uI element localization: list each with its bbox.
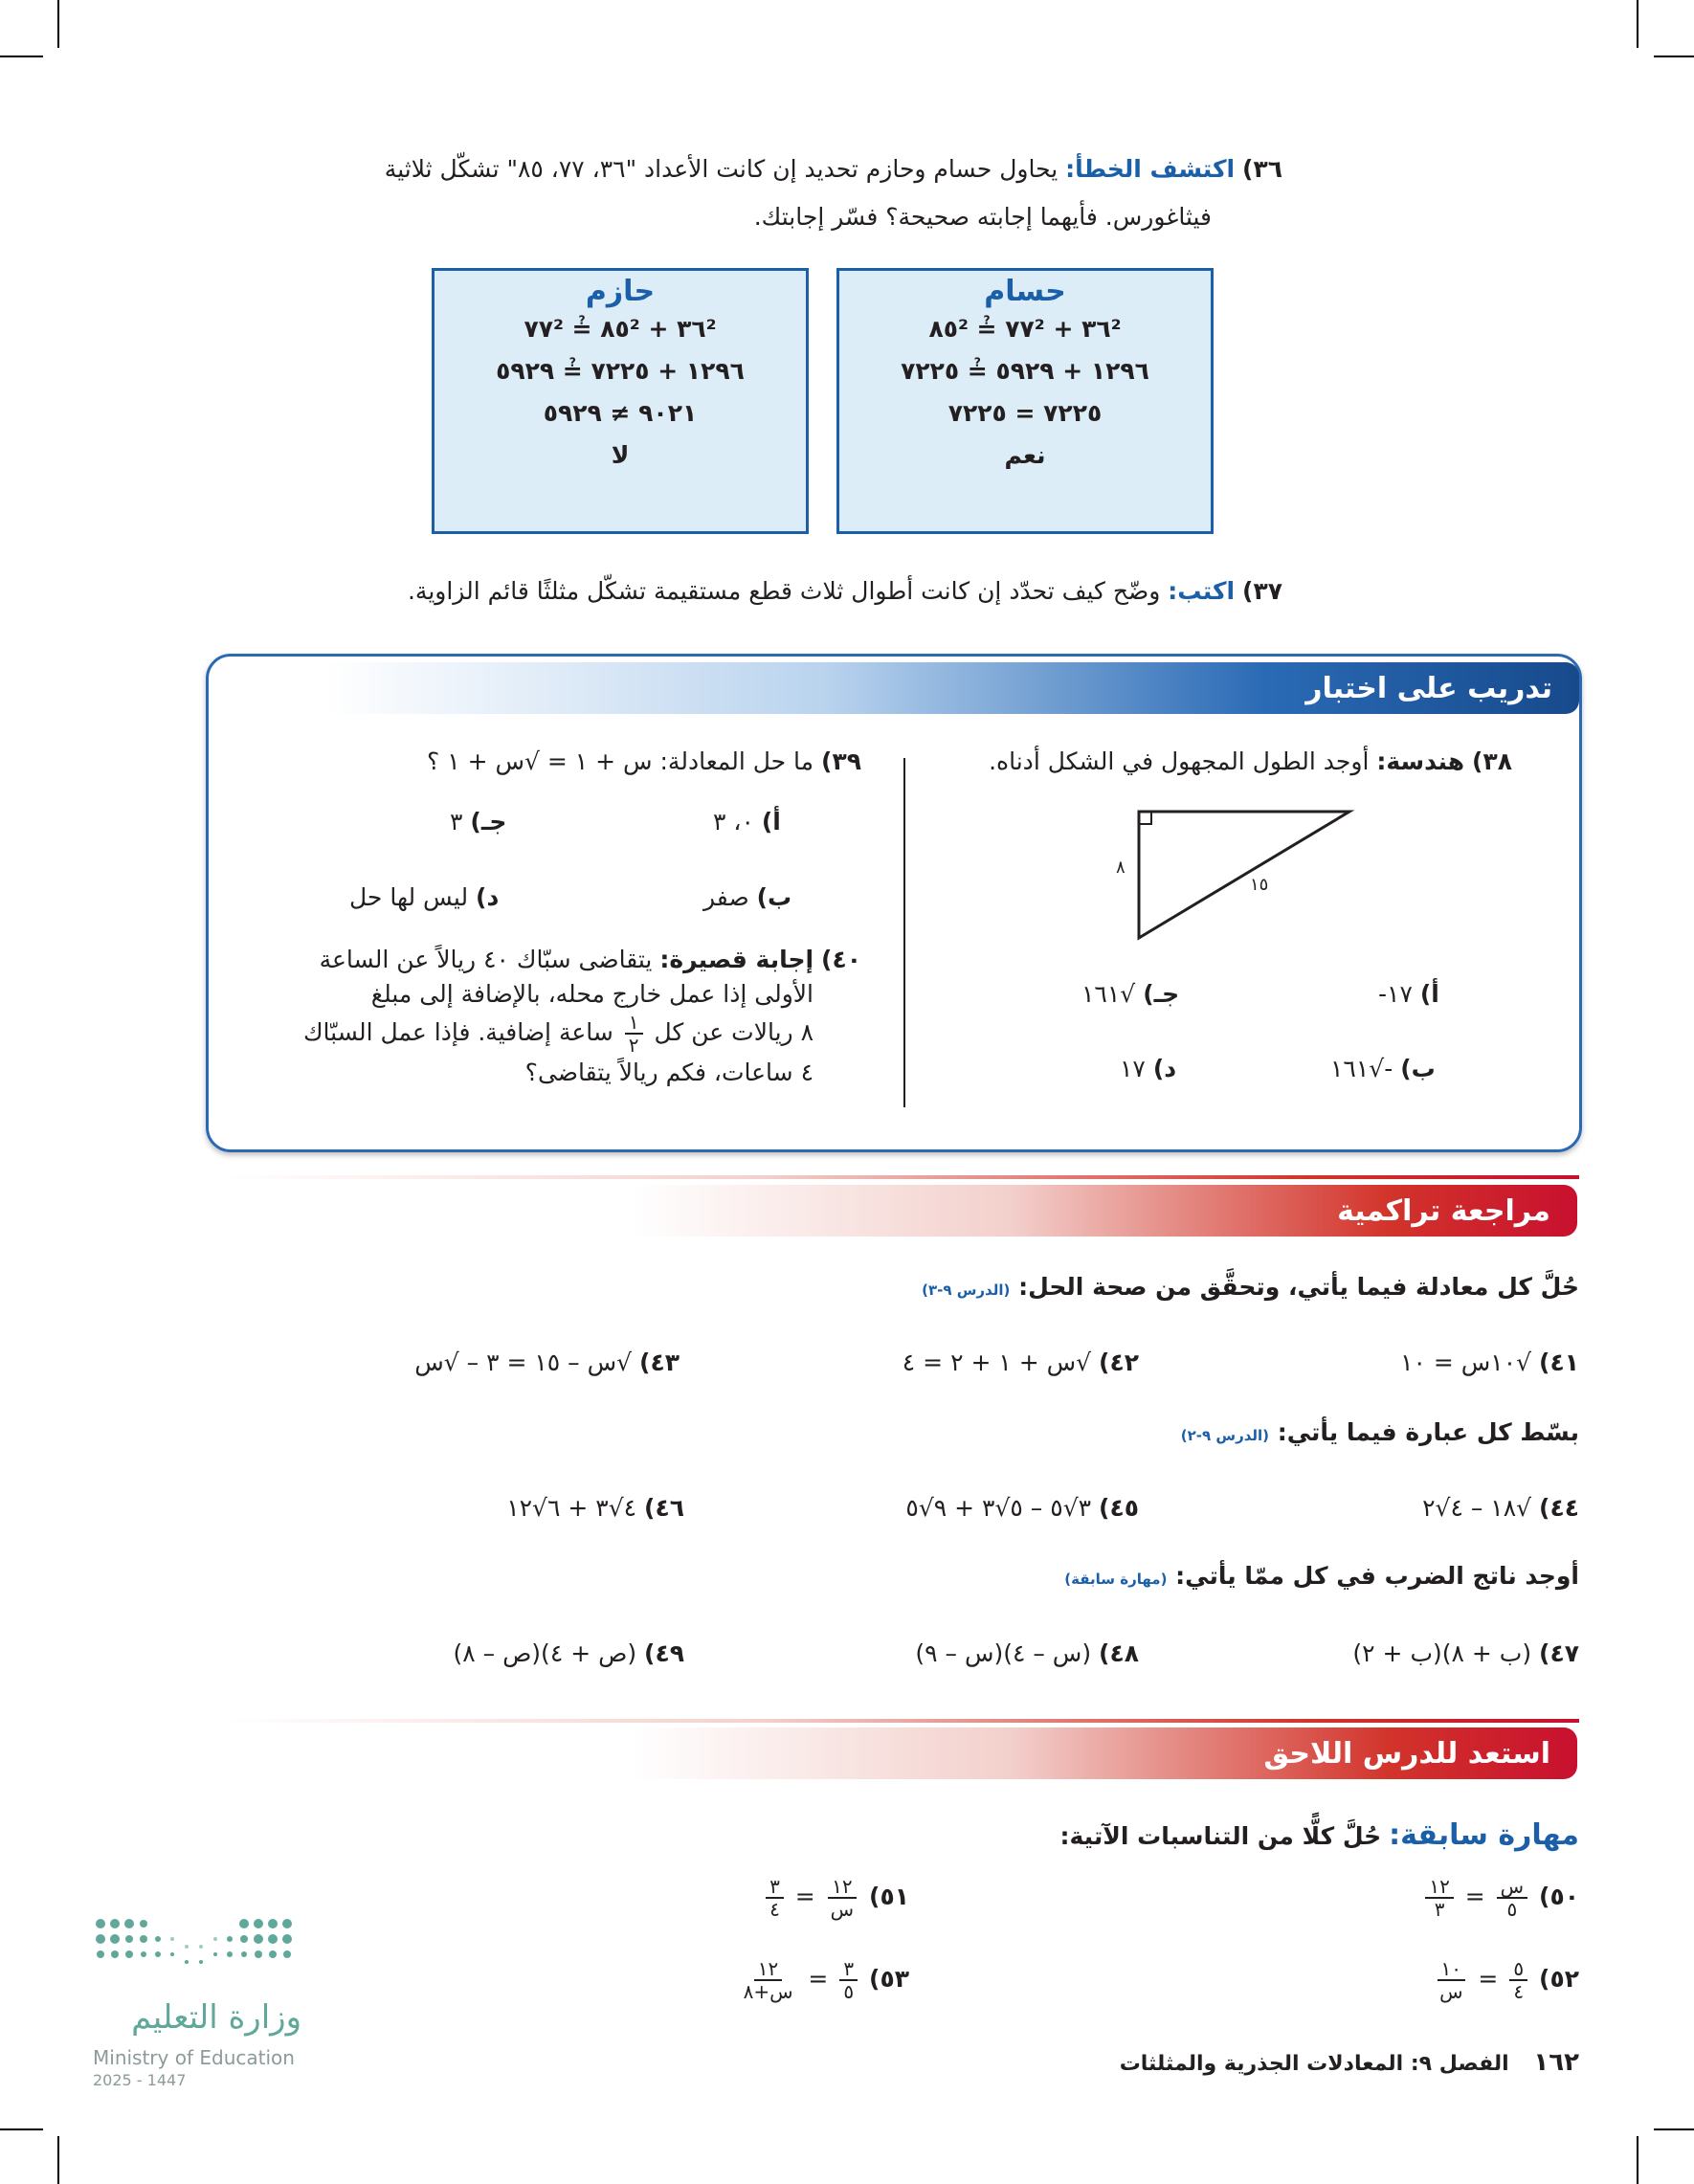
fraction — [1497, 1876, 1527, 1920]
fraction-numerator: ١٢ — [1425, 1876, 1453, 1899]
fraction — [1436, 1958, 1466, 2002]
fraction-numerator: ١٢ — [754, 1958, 782, 1981]
test-practice-header: تدريب على اختبار — [325, 662, 1579, 714]
fraction-denominator: س — [1439, 1980, 1463, 2003]
question-44 — [1282, 1487, 1579, 1529]
next-lesson-header: استعد للدرس اللاحق — [632, 1727, 1577, 1779]
fraction-denominator: ٢ — [628, 1034, 639, 1057]
crop-mark — [1654, 56, 1694, 57]
expression: (ب + ٨)(ب + ٢) — [1352, 1639, 1532, 1667]
solution-line: لا — [611, 441, 630, 469]
fraction-numerator: ٣ — [766, 1876, 784, 1899]
crop-mark — [0, 2128, 43, 2130]
question-52: ٥٢) $\frac{٥}{٤}$ = $\frac{١٠}{\text{س}}$ — [1340, 1958, 1579, 2002]
option-label: ب) — [1400, 1055, 1436, 1082]
question-53: ٥٣) $\frac{٣}{٥}$ = $\frac{١٢}{\text{س+٨}}$ — [670, 1958, 909, 2002]
question-number: ٤٦) — [644, 1494, 684, 1522]
question-number: ٤٧) — [1539, 1639, 1579, 1667]
fraction-numerator: ١٢ — [828, 1876, 856, 1899]
option-label: جـ) — [1143, 980, 1180, 1008]
fraction-numerator: ٣ — [839, 1958, 858, 1981]
question-45 — [823, 1487, 1139, 1529]
expression: √س + ١ + ٢ = ٤ — [902, 1348, 1092, 1376]
instruction-text: حُلَّ كل معادلة فيما يأتي، وتحقَّق من صحة الحل: — [1018, 1273, 1579, 1301]
question-50: ٥٠) $\frac{\text{س}}{٥}$ = $\frac{١٢}{٣}$ — [1340, 1876, 1579, 1920]
crop-mark — [1637, 0, 1638, 48]
page-footer — [861, 2048, 1579, 2077]
question-number: ٤٢) — [1099, 1348, 1139, 1376]
fraction — [625, 1012, 643, 1056]
chapter-label: الفصل ٩: — [1410, 2052, 1509, 2076]
expression: √١٠س = ١٠ — [1400, 1348, 1532, 1376]
question-number: ٣٧) — [1242, 577, 1282, 605]
fraction — [1509, 1958, 1527, 2002]
triangle — [1139, 812, 1349, 938]
question-number: ٤٤) — [1539, 1494, 1579, 1522]
solution-line: ١٢٩٦ + ٥٩٢٩ ≟ ٧٢٢٥ — [901, 357, 1149, 385]
fraction-denominator: س — [830, 1898, 855, 1921]
question-text: ساعة إضافية. فإذا عمل السبّاك — [302, 1018, 613, 1046]
question-text: يحاول حسام وحازم تحديد إن كانت الأعداد "٣٦، ٧٧، ٨٥" تشكّل ثلاثية — [384, 155, 1059, 183]
question-number: ٥٢) — [1539, 1965, 1579, 1993]
next-lesson-instruction — [861, 1818, 1579, 1852]
question-number: ٤٨) — [1099, 1639, 1139, 1667]
question-number: ٥٠) — [1539, 1883, 1579, 1910]
crop-mark — [0, 56, 43, 57]
fraction — [766, 1876, 784, 1920]
question-43 — [373, 1342, 680, 1384]
lesson-tag: (الدرس ٩-٣) — [922, 1281, 1011, 1299]
option-label: أ) — [1419, 980, 1439, 1008]
question-line: الأولى إذا عمل خارج محله، بالإضافة إلى مبلغ — [370, 980, 814, 1008]
question-48 — [861, 1633, 1139, 1675]
right-triangle-figure — [1120, 802, 1369, 946]
instruction-text: أوجد ناتج الضرب في كل ممّا يأتي: — [1175, 1562, 1579, 1590]
expression: (ص + ٤)(ص – ٨) — [453, 1639, 637, 1667]
option-value: ١٧- — [1378, 980, 1413, 1008]
option-c[interactable] — [450, 808, 506, 836]
option-value: ١٧ — [1120, 1055, 1146, 1082]
solution-title: حسام — [984, 275, 1066, 308]
question-49 — [402, 1633, 684, 1675]
question-number: ٣٩) — [821, 747, 861, 775]
question-text: أوجد الطول المجهول في الشكل أدناه. — [989, 747, 1370, 775]
question-42 — [823, 1342, 1139, 1384]
question-37 — [287, 570, 1282, 613]
question-number: ٥٣) — [869, 1965, 909, 1993]
page-number: ١٦٢ — [1533, 2048, 1579, 2077]
solution-line: ١٢٩٦ + ٧٢٢٥ ≟ ٥٩٢٩ — [496, 357, 745, 385]
hazem-solution-box — [432, 268, 809, 534]
expression: √١٨ – ٤√٢ — [1422, 1494, 1532, 1522]
solution-line: ٣٦² + ٨٥² ≟ ٧٧² — [524, 315, 717, 343]
question-41 — [1273, 1342, 1579, 1384]
crop-mark — [1654, 2128, 1694, 2130]
ministry-logo-dots — [91, 1914, 301, 2005]
section-rule — [220, 1175, 1579, 1179]
option-a[interactable] — [1378, 980, 1439, 1008]
fraction — [827, 1876, 858, 1920]
question-38 — [938, 741, 1512, 783]
fraction-numerator: ١ — [625, 1012, 643, 1035]
solution-title: حازم — [585, 275, 656, 308]
question-46 — [450, 1487, 684, 1529]
right-angle-mark — [1139, 812, 1151, 824]
fraction-denominator: ٤ — [1513, 1980, 1525, 2003]
question-line — [287, 943, 861, 977]
section-rule — [220, 1719, 1579, 1723]
cumulative-review-header: مراجعة تراكمية — [632, 1185, 1577, 1237]
lesson-tag: (مهارة سابقة) — [1064, 1571, 1168, 1588]
option-label: أ) — [761, 808, 781, 836]
fraction — [740, 1958, 797, 2002]
fraction — [839, 1958, 858, 2002]
instruction-text: حُلَّ كلًّا من التناسبات الآتية: — [1059, 1822, 1382, 1850]
side-label-15: ١٥ — [1250, 875, 1269, 895]
crop-mark — [57, 0, 59, 48]
option-value: صفر — [703, 883, 749, 911]
column-divider — [903, 758, 905, 1107]
option-value: ٣ — [450, 808, 463, 836]
fraction-denominator: ٥ — [1506, 1898, 1518, 1921]
question-36-line2: فيثاغورس. فأيهما إجابته صحيحة؟ فسّر إجابتك. — [753, 203, 1212, 231]
question-keyword: اكتشف الخطأ: — [1065, 155, 1236, 183]
expression: √س – ١٥ = ٣ – √س — [414, 1348, 633, 1376]
crop-mark — [1637, 2136, 1638, 2184]
option-label: ب) — [756, 883, 792, 911]
question-keyword: اكتب: — [1168, 577, 1236, 605]
expression: (س – ٤)(س – ٩) — [915, 1639, 1092, 1667]
solution-line: ٧٢٢٥ = ٧٢٢٥ — [947, 399, 1103, 427]
question-number: ٣٦) — [1242, 155, 1282, 183]
ministry-name-ar: وزارة التعليم — [131, 1998, 301, 2037]
fraction — [1425, 1876, 1453, 1920]
ministry-name-en: Ministry of Education — [93, 2046, 295, 2069]
fraction-denominator: س+٨ — [743, 1980, 793, 2003]
question-number: ٥١) — [869, 1883, 909, 1910]
option-label: د) — [1152, 1055, 1177, 1082]
question-number: ٤٥) — [1099, 1494, 1139, 1522]
question-text: ٨ ريالات عن كل — [654, 1018, 814, 1046]
option-a[interactable] — [713, 808, 781, 836]
option-d[interactable] — [349, 883, 499, 911]
option-b[interactable] — [1330, 1055, 1436, 1082]
option-value: ٠، ٣ — [713, 808, 754, 836]
solution-line: نعم — [1004, 441, 1046, 469]
crop-mark — [57, 2136, 59, 2184]
chapter-title: المعادلات الجذرية والمثلثات — [1119, 2052, 1404, 2076]
option-label: د) — [476, 883, 500, 911]
question-36 — [287, 148, 1282, 190]
fraction-numerator: س — [1497, 1876, 1527, 1899]
side-label-8: ٨ — [1116, 858, 1126, 878]
question-text: يتقاضى سبّاك ٤٠ ريالاً عن الساعة — [319, 946, 653, 973]
solution-line: ٩٠٢١ ≠ ٥٩٢٩ — [543, 399, 698, 427]
question-text: ما حل المعادلة: س + ١ = √س + ١ ؟ — [426, 747, 814, 775]
question-text: وضّح كيف تحدّد إن كانت أطوال ثلاث قطع مستقيمة تشكّل مثلثًا قائم الزاوية. — [407, 577, 1161, 605]
question-line — [287, 1012, 861, 1056]
fraction-numerator: ١٠ — [1438, 1958, 1465, 1981]
solution-line: ٣٦² + ٧٧² ≟ ٨٥² — [928, 315, 1122, 343]
fraction-numerator: ٥ — [1509, 1958, 1527, 1981]
option-value: √١٦١ — [1081, 980, 1136, 1008]
fraction-denominator: ٤ — [769, 1898, 780, 1921]
option-label: جـ) — [470, 808, 507, 836]
question-number: ٤٩) — [644, 1639, 684, 1667]
question-40 — [287, 943, 861, 1090]
expression: ٤√٣ + ٦√١٢ — [506, 1494, 637, 1522]
question-39 — [383, 741, 861, 783]
option-b[interactable] — [703, 883, 791, 911]
skill-keyword: مهارة سابقة: — [1389, 1818, 1579, 1852]
option-value: ليس لها حل — [349, 883, 469, 911]
question-line: ٤ ساعات، فكم ريالاً يتقاضى؟ — [524, 1059, 814, 1086]
question-number: ٤٠) — [821, 946, 861, 973]
question-keyword: هندسة: — [1376, 747, 1465, 775]
question-number: ٣٨) — [1472, 747, 1512, 775]
option-d[interactable] — [1120, 1055, 1176, 1082]
fraction-denominator: ٥ — [843, 1980, 855, 2003]
instruction-1 — [766, 1273, 1579, 1301]
question-keyword: إجابة قصيرة: — [659, 946, 814, 973]
instruction-text: بسّط كل عبارة فيما يأتي: — [1277, 1418, 1579, 1446]
instruction-2 — [957, 1418, 1579, 1446]
question-47 — [1321, 1633, 1579, 1675]
option-c[interactable] — [1081, 980, 1179, 1008]
question-number: ٤٣) — [639, 1348, 680, 1376]
instruction-3 — [909, 1562, 1579, 1590]
option-value: -√١٦١ — [1330, 1055, 1393, 1082]
question-number: ٤١) — [1539, 1348, 1579, 1376]
hussam-solution-box — [836, 268, 1214, 534]
question-51: ٥١) $\frac{١٢}{\text{س}}$ = $\frac{٣}{٤}$ — [670, 1876, 909, 1920]
fraction-denominator: ٣ — [1434, 1898, 1445, 1921]
year-label: 2025 - 1447 — [93, 2071, 187, 2089]
lesson-tag: (الدرس ٩-٢) — [1180, 1427, 1270, 1444]
expression: ٣√٥ – ٥√٣ + ٩√٥ — [905, 1494, 1092, 1522]
